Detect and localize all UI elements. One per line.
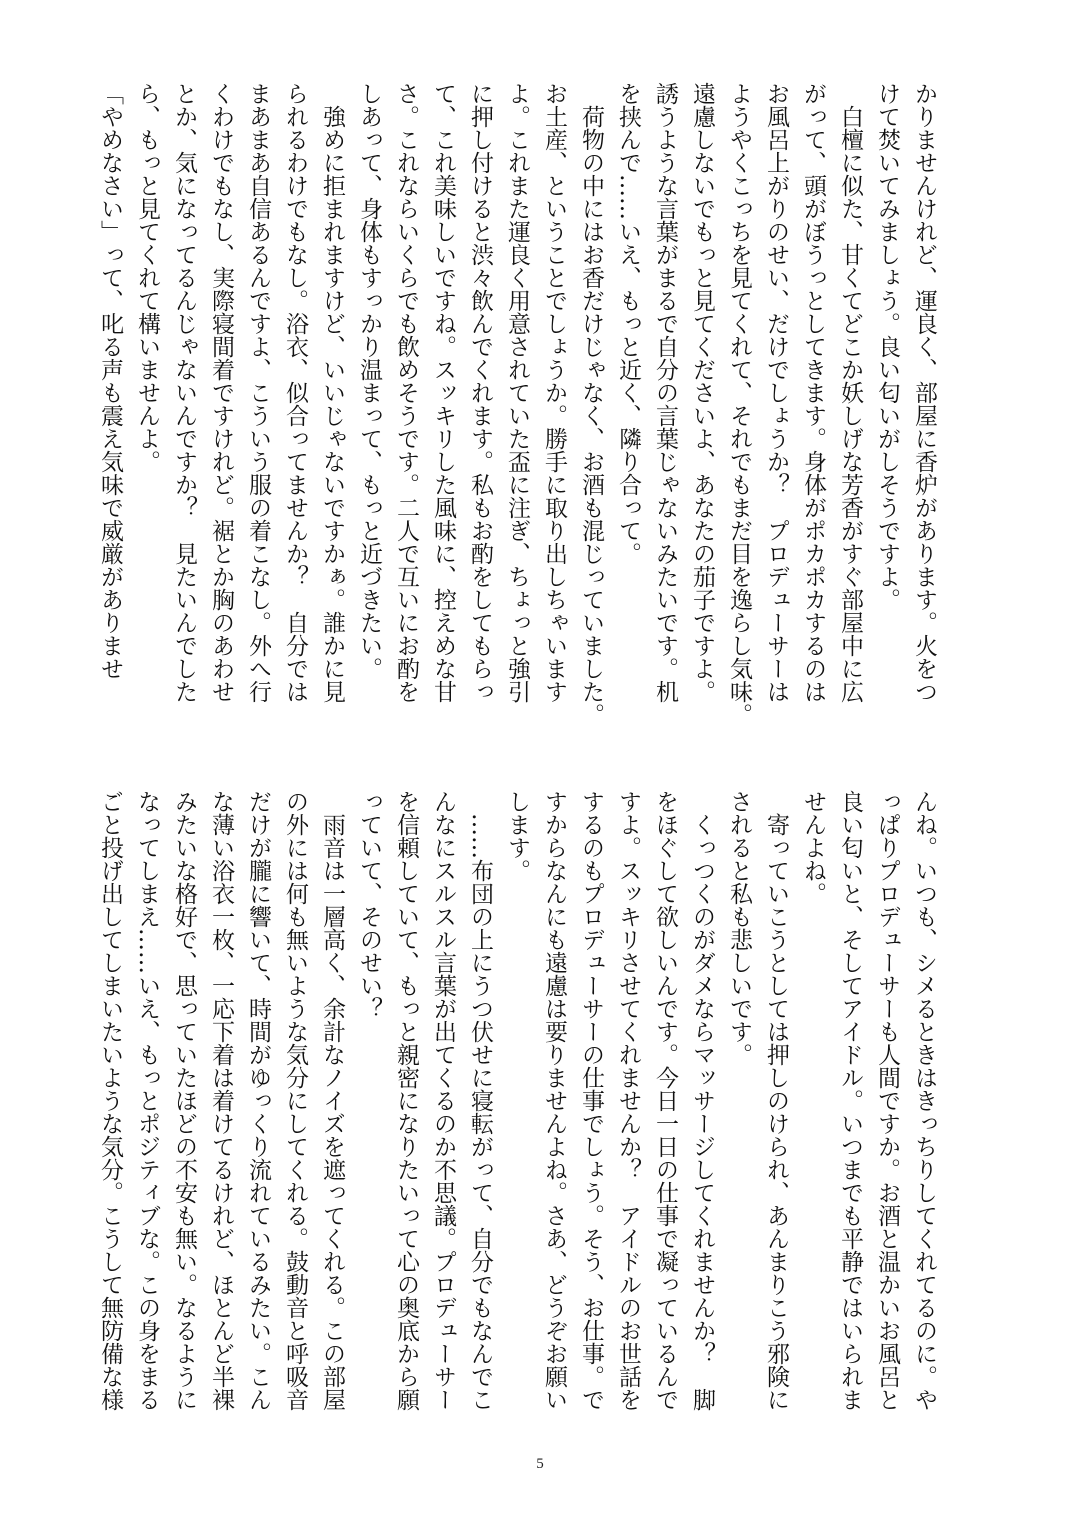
- text-column: んね。いつも、シメるときはきっちりしてくれてるのに。や: [911, 790, 937, 1411]
- text-column: 遠慮しないでもっと見てくださいよ、あなたの茄子ですよ。: [689, 82, 715, 703]
- text-column: をほぐして欲しいんです。今日一日の仕事で凝っているんで: [652, 790, 678, 1411]
- text-column: お風呂上がりのせい、だけでしょうか？ プロデューサーは: [763, 82, 789, 703]
- text-column: みたいな格好で、思っていたほどの不安も無い。なるように: [171, 790, 197, 1411]
- text-column: の外には何も無いような気分にしてくれる。鼓動音と呼吸音: [282, 790, 308, 1411]
- text-column: 荷物の中にはお香だけじゃなく、お酒も混じっていました。: [578, 82, 604, 726]
- text-column: を挟んで……いえ、もっと近く、隣り合って。: [615, 82, 641, 565]
- text-column: お土産、ということでしょうか。勝手に取り出しちゃいます: [541, 82, 567, 703]
- text-column: だけが朧に響いて、時間がゆっくり流れているみたい。こん: [245, 790, 271, 1411]
- lower-text-block: [90, 790, 942, 1420]
- text-column: しあって、身体もすっかり温まって、もっと近づきたい。: [356, 82, 382, 680]
- text-column: ごと投げ出してしまいたいような気分。こうして無防備な様: [97, 790, 123, 1411]
- text-column: ようやくこっちを見てくれて、それでもまだ目を逸らし気味。: [726, 82, 752, 726]
- text-column: かりませんけれど、運良く、部屋に香炉があります。火をつ: [911, 82, 937, 703]
- text-column: まあまあ自信あるんですよ、こういう服の着こなし。外へ行: [245, 82, 271, 703]
- text-column: を信頼していて、もっと親密になりたいって心の奥底から願: [393, 790, 419, 1411]
- text-column: ら、もっと見てくれて構いませんよ。: [134, 82, 160, 473]
- text-column: 雨音は一層高く、余計なノイズを遮ってくれる。この部屋: [319, 790, 345, 1411]
- text-column: 誘うような言葉がまるで自分の言葉じゃないみたいです。机: [652, 82, 678, 703]
- text-column: 白檀に似た、甘くてどこか妖しげな芳香がすぐ部屋中に広: [837, 82, 863, 703]
- text-column: します。: [504, 790, 530, 882]
- text-column: がって、頭がぼうっとしてきます。身体がポカポカするのは: [800, 82, 826, 703]
- text-column: ……布団の上にうつ伏せに寝転がって、自分でもなんでこ: [467, 790, 493, 1411]
- text-column: すからなんにも遠慮は要りませんよね。さあ、どうぞお願い: [541, 790, 567, 1411]
- text-column: せんよね。: [800, 790, 826, 905]
- text-column: られるわけでもなし。浴衣、似合ってませんか？ 自分では: [282, 82, 308, 703]
- text-column: くわけでもなし、実際寝間着ですけれど。裾とか胸のあわせ: [208, 82, 234, 703]
- text-column: よ。これまた運良く用意されていた盃に注ぎ、ちょっと強引: [504, 82, 530, 703]
- text-column: すよ。スッキリさせてくれませんか？ アイドルのお世話を: [615, 790, 641, 1411]
- text-column: て、これ美味しいですね。スッキリした風味に、控えめな甘: [430, 82, 456, 703]
- text-column: 「やめなさい」って、叱る声も震え気味で威厳がありませ: [97, 82, 123, 680]
- text-column: くっつくのがダメならマッサージしてくれませんか？ 脚: [689, 790, 715, 1411]
- text-column: されると私も悲しいです。: [726, 790, 752, 1066]
- text-column: に押し付けると渋々飲んでくれます。私もお酌をしてもらっ: [467, 82, 493, 703]
- upper-text-block: [90, 82, 942, 726]
- text-column: 寄っていこうとしては押しのけられ、あんまりこう邪険に: [763, 790, 789, 1411]
- text-column: なってしまえ……いえ、もっとポジティブな。この身をまる: [134, 790, 160, 1411]
- text-column: んなにスルスル言葉が出てくるのか不思議。プロデューサー: [430, 790, 456, 1411]
- text-column: 良い匂いと、そしてアイドル。いつまでも平静ではいられま: [837, 790, 863, 1411]
- text-column: っていて、そのせい？: [356, 790, 382, 1020]
- text-column: な薄い浴衣一枚、一応下着は着けてるけれど、ほとんど半裸: [208, 790, 234, 1411]
- text-column: するのもプロデューサーの仕事でしょう。そう、お仕事。で: [578, 790, 604, 1411]
- text-column: さ。これならいくらでも飲めそうです。二人で互いにお酌を: [393, 82, 419, 703]
- text-column: 強めに拒まれますけど、いいじゃないですかぁ。誰かに見: [319, 82, 345, 703]
- page-number: 5: [536, 1456, 544, 1472]
- text-column: とか、気になってるんじゃないんですか？ 見たいんでした: [171, 82, 197, 703]
- text-column: けて焚いてみましょう。良い匂いがしそうですよ。: [874, 82, 900, 611]
- text-column: っぱりプロデューサーも人間ですか。お酒と温かいお風呂と: [874, 790, 900, 1411]
